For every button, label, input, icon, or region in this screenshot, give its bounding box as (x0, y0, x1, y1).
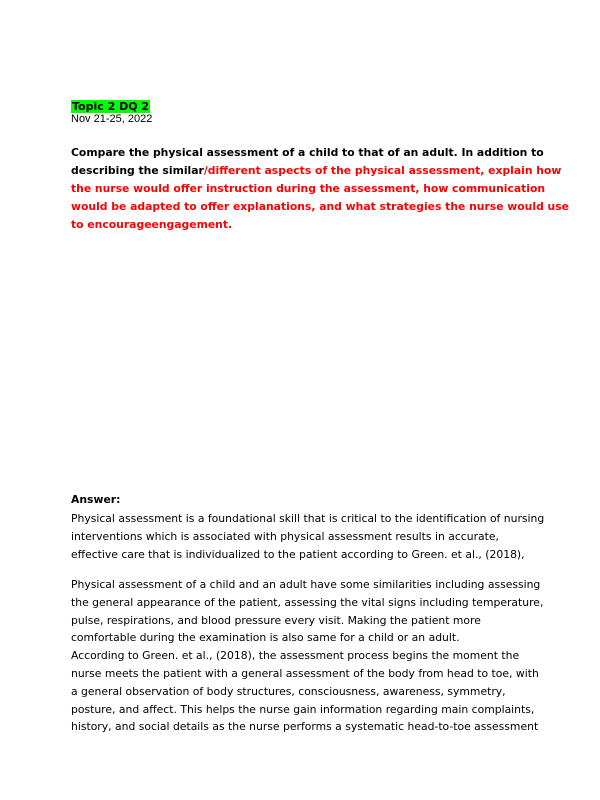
paragraph-line: nurse meets the patient with a general assessment of the body from head to toe, with (71, 666, 539, 680)
question-line (71, 162, 562, 180)
paragraph-line: Physical assessment of a child and an adult have some similarities including assessing (71, 578, 541, 591)
question-line: the nurse would offer instruction during the assessment, how communication (71, 182, 546, 195)
topic-date: Nov 21-25, 2022 (71, 113, 153, 125)
paragraph-line: history, and social details as the nurse performs a systematic head-to-toe assessment (71, 720, 539, 734)
question-line: would be adapted to offer explanations, and what strategies the nurse would use (71, 200, 569, 213)
answer-heading: Answer: (71, 493, 121, 506)
question-text-black: describing the similar (71, 164, 204, 177)
paragraph-line: the general appearance of the patient, assessing the vital signs including temperature, (71, 595, 544, 609)
question-line: Compare the physical assessment of a child to that of an adult. In addition to (71, 146, 544, 159)
paragraph-line: effective care that is individualized to the patient according to Green. et al., (2018), (71, 547, 525, 561)
paragraph-line: posture, and affect. This helps the nurse gain information regarding main complaints, (71, 702, 535, 716)
paragraph-line: interventions which is associated with physical assessment results in accurate, (71, 529, 499, 543)
question-line: to encourageengagement. (71, 218, 233, 231)
paragraph-line: comfortable during the examination is also same for a child or an adult. (71, 631, 460, 645)
topic-title: Topic 2 DQ 2 (72, 100, 150, 113)
paragraph-line: a general observation of body structures, consciousness, awareness, symmetry, (71, 684, 506, 698)
paragraph-line: According to Green. et al., (2018), the assessment process begins the moment the (71, 649, 520, 663)
answer-paragraph-1 (71, 510, 545, 563)
discussion-question (71, 144, 569, 234)
paragraph-line: Physical assessment is a foundational skill that is critical to the identification of nursing (71, 512, 545, 525)
question-text-red: /different aspects of the physical assessment, explain how (203, 164, 562, 177)
paragraph-line: pulse, respirations, and blood pressure every visit. Making the patient more (71, 613, 481, 627)
answer-paragraph-2 (71, 576, 544, 736)
